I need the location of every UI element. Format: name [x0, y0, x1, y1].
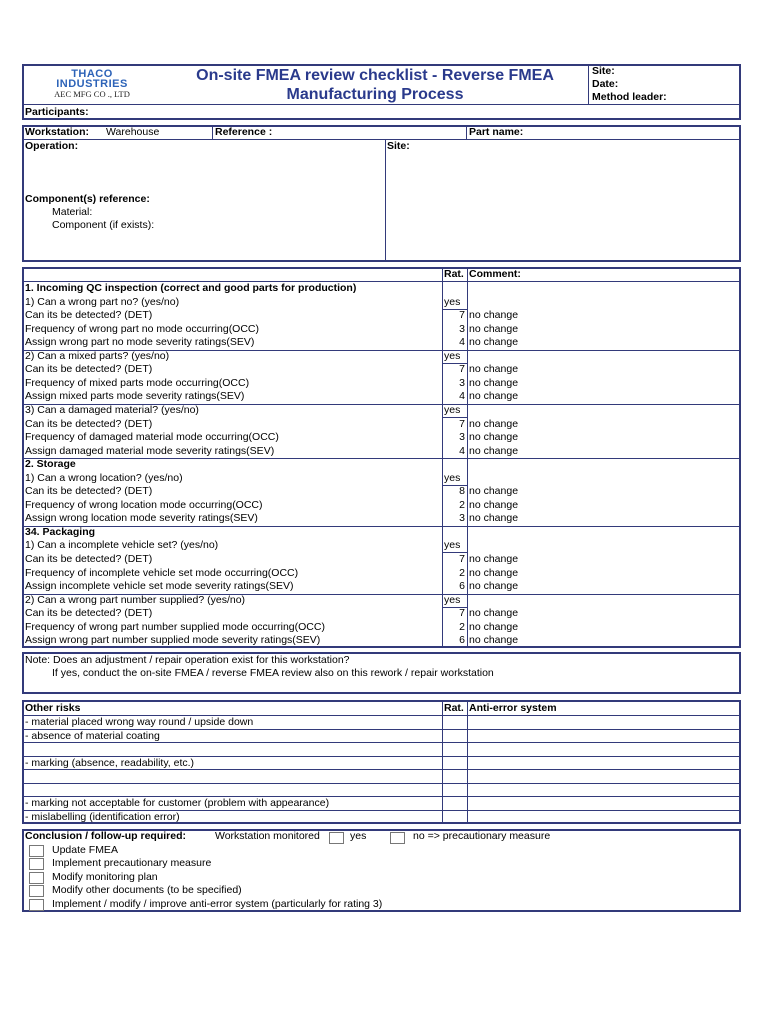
header-date-label: Date: [592, 78, 619, 90]
checklist-rating: 7 [459, 607, 465, 619]
conclusion-option: Modify other documents (to be specified) [52, 884, 242, 896]
checklist-item: 1) Can a incomplete vehicle set? (yes/no) [25, 539, 219, 551]
checklist-item: Assign mixed parts mode severity ratings(SEV) [25, 390, 245, 402]
risks-rat-column-line [442, 701, 443, 823]
conclusion-option: Implement precautionary measure [52, 857, 212, 869]
checklist-comment: no change [469, 390, 519, 402]
checklist-rating: 7 [459, 309, 465, 321]
checklist-comment: no change [469, 336, 519, 348]
checklist-comment: no change [469, 431, 519, 443]
option-checkbox[interactable] [29, 858, 44, 870]
checklist-item: Frequency of incomplete vehicle set mode occurring(OCC) [25, 567, 299, 579]
risks-anti-error-column-line [467, 701, 468, 823]
option-checkbox[interactable] [29, 885, 44, 897]
checklist-rating: 4 [459, 445, 465, 457]
info-rule [23, 139, 740, 140]
rat-header: Rat. [444, 268, 464, 280]
checklist-item: Frequency of wrong part number supplied mode occurring(OCC) [25, 621, 325, 633]
method-leader-label: Method leader: [592, 91, 667, 103]
checklist-item: Can its be detected? (DET) [25, 363, 153, 375]
risk-item: - marking (absence, readability, etc.) [25, 757, 195, 769]
checklist-item: 1. Incoming QC inspection (correct and good parts for production) [25, 282, 357, 294]
conclusion-option: Implement / modify / improve anti-error system (particularly for rating 3) [52, 898, 383, 910]
checklist-rating: 7 [459, 553, 465, 565]
risk-row-rule [23, 742, 740, 743]
checklist-item: Assign damaged material mode severity ratings(SEV) [25, 445, 275, 457]
checklist-rating: 6 [459, 634, 465, 646]
logo-line-1: THACO [71, 68, 113, 80]
checklist-rating: 3 [459, 512, 465, 524]
checklist-comment: no change [469, 309, 519, 321]
title-line-2: Manufacturing Process [286, 86, 464, 103]
header-site-label: Site: [592, 65, 615, 77]
note-line-1: Note: Does an adjustment / repair operation exist for this workstation? [25, 654, 350, 666]
checklist-comment: no change [469, 634, 519, 646]
checklist-rating: yes [444, 539, 461, 551]
risk-row-rule [23, 769, 740, 770]
info-divider-site [385, 139, 386, 261]
logo-line-2: INDUSTRIES [56, 78, 128, 90]
operation-label: Operation: [25, 140, 79, 152]
checklist-group-rule [23, 526, 740, 527]
option-checkbox[interactable] [29, 845, 44, 857]
checklist-comment: no change [469, 580, 519, 592]
checklist-comment: no change [469, 607, 519, 619]
checklist-rating: 2 [459, 567, 465, 579]
checklist-item: Frequency of wrong part no mode occurring(OCC) [25, 323, 260, 335]
monitored-yes-checkbox[interactable] [329, 832, 344, 844]
checklist-item: 3) Can a damaged material? (yes/no) [25, 404, 199, 416]
checklist-rating: yes [444, 350, 461, 362]
checklist-item: 2) Can a wrong part number supplied? (yes/no) [25, 594, 246, 606]
checklist-item: Frequency of damaged material mode occurring(OCC) [25, 431, 279, 443]
company-logo [42, 69, 142, 100]
conclusion-option: Update FMEA [52, 844, 118, 856]
logo-company: AEC MFG CO ., LTD [54, 89, 130, 99]
checklist-rating: 6 [459, 580, 465, 592]
checklist-item: Can its be detected? (DET) [25, 418, 153, 430]
checklist-item: Assign wrong part number supplied mode severity ratings(SEV) [25, 634, 321, 646]
checklist-comment: no change [469, 567, 519, 579]
checklist-rating: 4 [459, 336, 465, 348]
checklist-item: Frequency of mixed parts mode occurring(OCC) [25, 377, 250, 389]
checklist-item: Can its be detected? (DET) [25, 607, 153, 619]
checklist-rating: 2 [459, 499, 465, 511]
checklist-rating: 3 [459, 431, 465, 443]
workstation-monitored-label: Workstation monitored [215, 830, 320, 842]
header-rule [23, 104, 740, 105]
checklist-rating: 3 [459, 323, 465, 335]
reference-label: Reference : [215, 126, 273, 138]
checklist-item: Can its be detected? (DET) [25, 553, 153, 565]
checklist-comment: no change [469, 485, 519, 497]
checklist-item: Assign wrong location mode severity ratings(SEV) [25, 512, 258, 524]
part-name-label: Part name: [469, 126, 524, 138]
title-line-1: On-site FMEA review checklist - Reverse FMEA [196, 67, 554, 84]
option-checkbox[interactable] [29, 899, 44, 911]
checklist-comment: no change [469, 418, 519, 430]
monitored-yes-label: yes [350, 830, 367, 842]
risk-item: - absence of material coating [25, 730, 160, 742]
checklist-item: Can its be detected? (DET) [25, 309, 153, 321]
checklist-item: 1) Can a wrong part no? (yes/no) [25, 296, 180, 308]
checklist-item: Frequency of wrong location mode occurring(OCC) [25, 499, 263, 511]
site-label: Site: [387, 140, 410, 152]
risk-item: - marking not acceptable for customer (problem with appearance) [25, 797, 330, 809]
operation-left-mark [23, 152, 24, 180]
checklist-comment: no change [469, 621, 519, 633]
workstation-value: Warehouse [106, 126, 160, 138]
participants-label: Participants: [25, 106, 89, 118]
checklist-rating: yes [444, 296, 461, 308]
checklist-comment: no change [469, 377, 519, 389]
checklist-group-rule [23, 458, 740, 459]
checklist-item: Assign wrong part no mode severity ratings(SEV) [25, 336, 255, 348]
risk-item: - material placed wrong way round / upside down [25, 716, 254, 728]
checklist-item: Assign incomplete vehicle set mode severity ratings(SEV) [25, 580, 294, 592]
page-title [150, 66, 600, 104]
checklist-item: 2) Can a mixed parts? (yes/no) [25, 350, 170, 362]
info-divider-ref [212, 126, 213, 139]
checklist-item: 1) Can a wrong location? (yes/no) [25, 472, 183, 484]
material-label: Material: [52, 206, 93, 218]
checklist-rating: 8 [459, 485, 465, 497]
component-label: Component (if exists): [52, 219, 155, 231]
comment-header: Comment: [469, 268, 521, 280]
info-divider-part [466, 126, 467, 139]
checklist-rating: yes [444, 472, 461, 484]
conclusion-option: Modify monitoring plan [52, 871, 158, 883]
checklist-item: 2. Storage [25, 458, 76, 470]
checklist-rating: 7 [459, 418, 465, 430]
checklist-comment: no change [469, 553, 519, 565]
checklist-rating: yes [444, 594, 461, 606]
other-risks-header: Other risks [25, 702, 81, 714]
risks-rat-header: Rat. [444, 702, 464, 714]
anti-error-header: Anti-error system [469, 702, 557, 714]
checklist-comment: no change [469, 499, 519, 511]
checklist-rating: 4 [459, 390, 465, 402]
checklist-rating: 3 [459, 377, 465, 389]
monitored-no-label: no => precautionary measure [413, 830, 551, 842]
checklist-comment: no change [469, 323, 519, 335]
checklist-rating: yes [444, 404, 461, 416]
conclusion-label: Conclusion / follow-up required: [25, 830, 186, 842]
checklist-comment: no change [469, 445, 519, 457]
checklist-rating: 2 [459, 621, 465, 633]
checklist-item: 34. Packaging [25, 526, 96, 538]
monitored-no-checkbox[interactable] [390, 832, 405, 844]
option-checkbox[interactable] [29, 872, 44, 884]
checklist-item: Can its be detected? (DET) [25, 485, 153, 497]
risk-row-rule [23, 783, 740, 784]
risk-item: - mislabelling (identification error) [25, 811, 180, 823]
checklist-comment: no change [469, 363, 519, 375]
note-line-2: If yes, conduct the on-site FMEA / reverse FMEA review also on this rework / repair workstation [52, 667, 494, 679]
checklist-rating: 7 [459, 363, 465, 375]
workstation-label: Workstation: [25, 126, 89, 138]
component-reference-label: Component(s) reference: [25, 193, 150, 205]
checklist-comment: no change [469, 512, 519, 524]
